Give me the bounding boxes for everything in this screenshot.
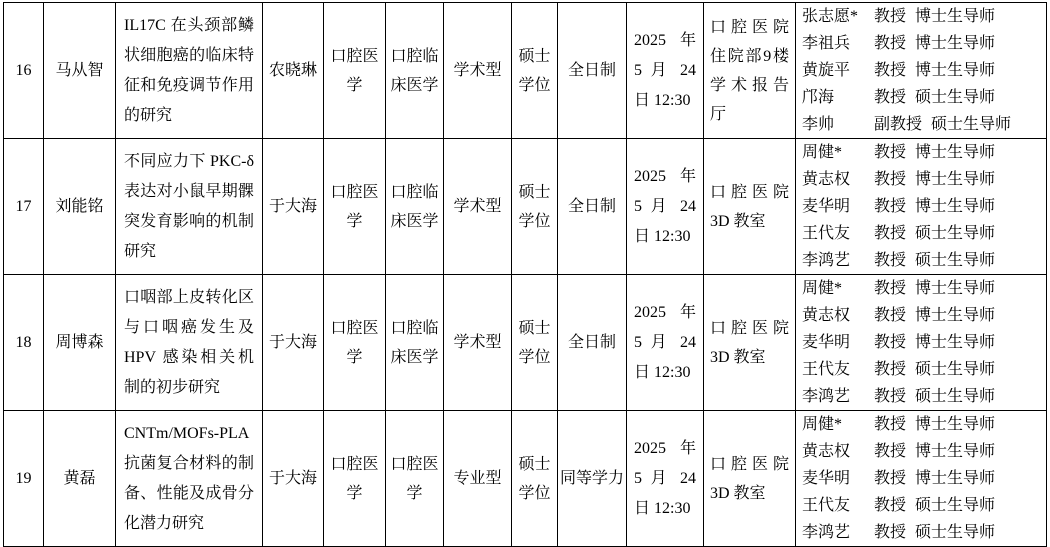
committee-member-role: 博士生导师 — [915, 62, 996, 79]
datetime-cell: 2025 年 5 月 24 日 12:30 — [627, 139, 704, 275]
degree-type-cell: 学术型 — [444, 3, 512, 139]
thesis-title-cell: 口咽部上皮转化区与口咽癌发生及 HPV 感染相关机制的初步研究 — [116, 275, 263, 411]
degree-cell: 硕士学位 — [512, 3, 558, 139]
committee-member-title: 教授 — [874, 252, 907, 269]
advisor-cell: 于大海 — [263, 275, 324, 411]
committee-member-role: 博士生导师 — [915, 334, 996, 351]
committee-member-title: 教授 — [874, 307, 907, 324]
committee-member-role: 硕士生导师 — [915, 497, 996, 514]
major-cell: 口腔临床医学 — [386, 139, 444, 275]
degree-cell: 硕士学位 — [512, 139, 558, 275]
committee-member-title: 教授 — [874, 470, 907, 487]
committee-member-role: 博士生导师 — [915, 280, 996, 297]
committee-member-name: 邝海 — [802, 89, 835, 106]
thesis-title-cell: CNTm/MOFs-PLA 抗菌复合材料的制备、性能及成骨分化潜力研究 — [116, 411, 263, 547]
committee-member — [802, 247, 1044, 274]
committee-member — [802, 302, 1044, 329]
committee-member-role: 硕士生导师 — [931, 116, 1012, 133]
committee-member-name: 王代友 — [802, 497, 851, 514]
venue-cell: 口腔医院 3D 教室 — [704, 139, 796, 275]
committee-member-title: 副教授 — [874, 116, 923, 133]
committee-member-role: 硕士生导师 — [915, 89, 996, 106]
committee-member-title: 教授 — [874, 171, 907, 188]
table-row — [4, 3, 1047, 139]
committee-member — [802, 30, 1044, 57]
committee-list — [802, 275, 1044, 410]
student-name-cell: 马从智 — [44, 3, 116, 139]
committee-member-title: 教授 — [874, 361, 907, 378]
datetime-cell: 2025 年 5 月 24 日 12:30 — [627, 3, 704, 139]
committee-member-name: 李鸿艺 — [802, 524, 851, 541]
degree-type-cell: 学术型 — [444, 275, 512, 411]
committee-member-role: 硕士生导师 — [915, 524, 996, 541]
committee-cell — [796, 139, 1047, 275]
committee-member-title: 教授 — [874, 524, 907, 541]
committee-member-role: 博士生导师 — [915, 171, 996, 188]
venue-cell: 口腔医院住院部9楼学术报告厅 — [704, 3, 796, 139]
committee-member-title: 教授 — [874, 497, 907, 514]
degree-cell: 硕士学位 — [512, 275, 558, 411]
defense-schedule-table — [3, 2, 1047, 547]
committee-member-title: 教授 — [874, 198, 907, 215]
venue-cell: 口腔医院 3D 教室 — [704, 411, 796, 547]
committee-member-name: 周健* — [802, 416, 843, 433]
committee-member-name: 麦华明 — [802, 198, 851, 215]
committee-member-role: 硕士生导师 — [915, 361, 996, 378]
committee-member — [802, 193, 1044, 220]
committee-member-name: 麦华明 — [802, 470, 851, 487]
table-row — [4, 411, 1047, 547]
study-mode-cell: 全日制 — [558, 139, 627, 275]
student-name-cell: 黄磊 — [44, 411, 116, 547]
discipline-cell: 口腔医学 — [324, 3, 386, 139]
advisor-cell: 于大海 — [263, 139, 324, 275]
committee-member-name: 黄志权 — [802, 307, 851, 324]
committee-member-role: 博士生导师 — [915, 470, 996, 487]
study-mode-cell: 全日制 — [558, 3, 627, 139]
committee-member-role: 硕士生导师 — [915, 388, 996, 405]
committee-member — [802, 519, 1044, 546]
committee-member-title: 教授 — [874, 225, 907, 242]
committee-member — [802, 3, 1044, 30]
committee-member-title: 教授 — [874, 388, 907, 405]
committee-member-title: 教授 — [874, 144, 907, 161]
committee-member-title: 教授 — [874, 334, 907, 351]
committee-list — [802, 3, 1044, 138]
committee-member-title: 教授 — [874, 35, 907, 52]
row-number-cell: 16 — [4, 3, 44, 139]
student-name-cell: 刘能铭 — [44, 139, 116, 275]
committee-cell — [796, 411, 1047, 547]
committee-member — [802, 220, 1044, 247]
committee-member-name: 王代友 — [802, 361, 851, 378]
table-row — [4, 275, 1047, 411]
committee-member — [802, 84, 1044, 111]
row-number-cell: 18 — [4, 275, 44, 411]
committee-member-role: 博士生导师 — [915, 35, 996, 52]
discipline-cell: 口腔医学 — [324, 275, 386, 411]
committee-member-title: 教授 — [874, 416, 907, 433]
committee-member-name: 李祖兵 — [802, 35, 851, 52]
study-mode-cell: 全日制 — [558, 275, 627, 411]
table-body — [4, 3, 1047, 547]
committee-member-title: 教授 — [874, 280, 907, 297]
committee-member-name: 周健* — [802, 280, 843, 297]
student-name-cell: 周博森 — [44, 275, 116, 411]
row-number-cell: 17 — [4, 139, 44, 275]
committee-member — [802, 383, 1044, 410]
major-cell: 口腔临床医学 — [386, 275, 444, 411]
committee-member-name: 黄志权 — [802, 171, 851, 188]
committee-member-role: 博士生导师 — [915, 416, 996, 433]
committee-member — [802, 356, 1044, 383]
committee-cell — [796, 3, 1047, 139]
degree-cell: 硕士学位 — [512, 411, 558, 547]
committee-member-name: 李帅 — [802, 116, 835, 133]
committee-member — [802, 411, 1044, 438]
committee-cell — [796, 275, 1047, 411]
thesis-title-cell: IL17C 在头颈部鳞状细胞癌的临床特征和免疫调节作用的研究 — [116, 3, 263, 139]
committee-member — [802, 465, 1044, 492]
committee-member-role: 博士生导师 — [915, 198, 996, 215]
committee-list — [802, 139, 1044, 274]
committee-member — [802, 139, 1044, 166]
committee-member-role: 博士生导师 — [915, 443, 996, 460]
committee-member-role: 博士生导师 — [915, 307, 996, 324]
degree-type-cell: 专业型 — [444, 411, 512, 547]
committee-list — [802, 411, 1044, 546]
discipline-cell: 口腔医学 — [324, 411, 386, 547]
committee-member-name: 黄旋平 — [802, 62, 851, 79]
committee-member-role: 博士生导师 — [915, 8, 996, 25]
committee-member-title: 教授 — [874, 8, 907, 25]
committee-member-name: 王代友 — [802, 225, 851, 242]
committee-member-title: 教授 — [874, 62, 907, 79]
committee-member-name: 李鸿艺 — [802, 388, 851, 405]
committee-member-name: 张志愿* — [802, 8, 859, 25]
venue-cell: 口腔医院 3D 教室 — [704, 275, 796, 411]
committee-member — [802, 166, 1044, 193]
thesis-title-cell: 不同应力下 PKC-δ 表达对小鼠早期髁突发育影响的机制研究 — [116, 139, 263, 275]
committee-member-role: 硕士生导师 — [915, 252, 996, 269]
committee-member — [802, 492, 1044, 519]
row-number-cell: 19 — [4, 411, 44, 547]
committee-member-name: 黄志权 — [802, 443, 851, 460]
committee-member-role: 博士生导师 — [915, 144, 996, 161]
datetime-cell: 2025 年 5 月 24 日 12:30 — [627, 411, 704, 547]
committee-member-role: 硕士生导师 — [915, 225, 996, 242]
committee-member-title: 教授 — [874, 89, 907, 106]
study-mode-cell: 同等学力 — [558, 411, 627, 547]
major-cell: 口腔医学 — [386, 411, 444, 547]
degree-type-cell: 学术型 — [444, 139, 512, 275]
committee-member-name: 麦华明 — [802, 334, 851, 351]
committee-member — [802, 111, 1044, 138]
advisor-cell: 于大海 — [263, 411, 324, 547]
committee-member — [802, 329, 1044, 356]
committee-member — [802, 438, 1044, 465]
major-cell: 口腔临床医学 — [386, 3, 444, 139]
committee-member-name: 周健* — [802, 144, 843, 161]
discipline-cell: 口腔医学 — [324, 139, 386, 275]
committee-member-name: 李鸿艺 — [802, 252, 851, 269]
committee-member — [802, 275, 1044, 302]
table-row — [4, 139, 1047, 275]
advisor-cell: 农晓琳 — [263, 3, 324, 139]
datetime-cell: 2025 年 5 月 24 日 12:30 — [627, 275, 704, 411]
committee-member-title: 教授 — [874, 443, 907, 460]
committee-member — [802, 57, 1044, 84]
